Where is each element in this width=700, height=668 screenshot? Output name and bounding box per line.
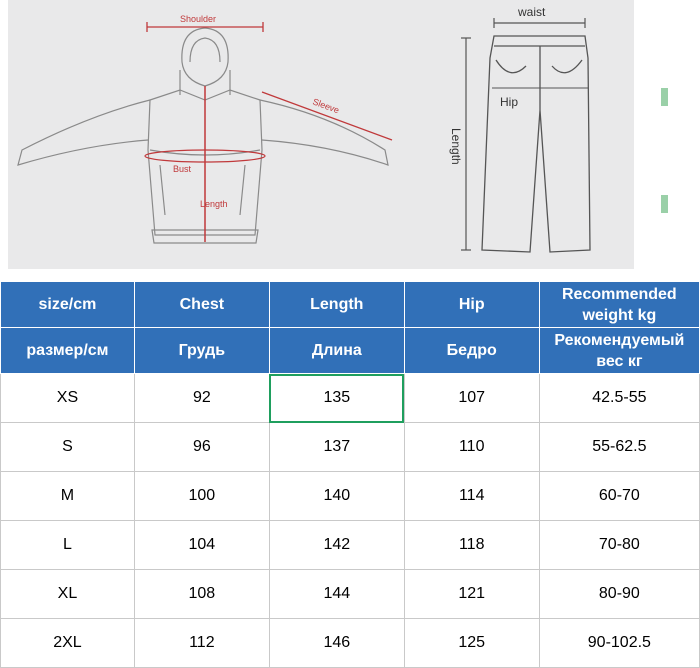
cell[interactable]: 2XL xyxy=(1,619,135,668)
cell[interactable]: 55-62.5 xyxy=(539,423,699,472)
size-diagram xyxy=(0,0,668,281)
cell[interactable]: 121 xyxy=(404,570,539,619)
cell[interactable]: 118 xyxy=(404,521,539,570)
cell[interactable]: XS xyxy=(1,374,135,423)
pants-illustration xyxy=(482,36,590,252)
cell[interactable]: XL xyxy=(1,570,135,619)
table-row xyxy=(1,472,700,521)
cell[interactable]: 90-102.5 xyxy=(539,619,699,668)
sleeve-measure xyxy=(262,92,392,140)
header-row-en xyxy=(1,282,700,328)
edge-mark xyxy=(661,195,668,213)
cell[interactable]: S xyxy=(1,423,135,472)
header-weight-ru: Рекомендуемый вес кг xyxy=(539,328,699,374)
bust-label: Bust xyxy=(173,164,192,174)
table-row xyxy=(1,521,700,570)
cell[interactable]: 146 xyxy=(269,619,404,668)
hip-label: Hip xyxy=(500,95,519,109)
header-size-ru: размер/см xyxy=(1,328,135,374)
cell[interactable]: 60-70 xyxy=(539,472,699,521)
header-chest-ru: Грудь xyxy=(134,328,269,374)
selected-cell[interactable]: 135 xyxy=(269,374,404,423)
cell[interactable]: 107 xyxy=(404,374,539,423)
table-row xyxy=(1,570,700,619)
header-size: size/cm xyxy=(1,282,135,328)
header-hip: Hip xyxy=(404,282,539,328)
waist-label: waist xyxy=(518,5,546,19)
cell[interactable]: 100 xyxy=(134,472,269,521)
cell[interactable]: 114 xyxy=(404,472,539,521)
shoulder-label: Shoulder xyxy=(180,14,217,24)
jacket-illustration xyxy=(18,28,388,243)
header-length: Length xyxy=(269,282,404,328)
cell[interactable]: L xyxy=(1,521,135,570)
cell[interactable]: 70-80 xyxy=(539,521,699,570)
jacket-length-label: Length xyxy=(200,199,228,209)
table-row xyxy=(1,374,700,423)
header-chest: Chest xyxy=(134,282,269,328)
cell[interactable]: 140 xyxy=(269,472,404,521)
cell[interactable]: 110 xyxy=(404,423,539,472)
table-row xyxy=(1,619,700,668)
pants-length-label: Length xyxy=(449,128,463,165)
size-table xyxy=(0,281,700,668)
cell[interactable]: 104 xyxy=(134,521,269,570)
header-row-ru xyxy=(1,328,700,374)
cell[interactable]: M xyxy=(1,472,135,521)
cell[interactable]: 142 xyxy=(269,521,404,570)
cell[interactable]: 144 xyxy=(269,570,404,619)
cell[interactable]: 125 xyxy=(404,619,539,668)
cell[interactable]: 112 xyxy=(134,619,269,668)
cell[interactable]: 96 xyxy=(134,423,269,472)
cell[interactable]: 42.5-55 xyxy=(539,374,699,423)
cell[interactable]: 80-90 xyxy=(539,570,699,619)
waist-measure xyxy=(494,18,585,28)
sleeve-label: Sleeve xyxy=(311,96,341,116)
header-weight: Recommended weight kg xyxy=(539,282,699,328)
header-hip-ru: Бедро xyxy=(404,328,539,374)
table-row xyxy=(1,423,700,472)
cell[interactable]: 137 xyxy=(269,423,404,472)
cell[interactable]: 108 xyxy=(134,570,269,619)
edge-mark xyxy=(661,88,668,106)
header-length-ru: Длина xyxy=(269,328,404,374)
cell[interactable]: 92 xyxy=(134,374,269,423)
garment-illustrations xyxy=(0,0,668,281)
